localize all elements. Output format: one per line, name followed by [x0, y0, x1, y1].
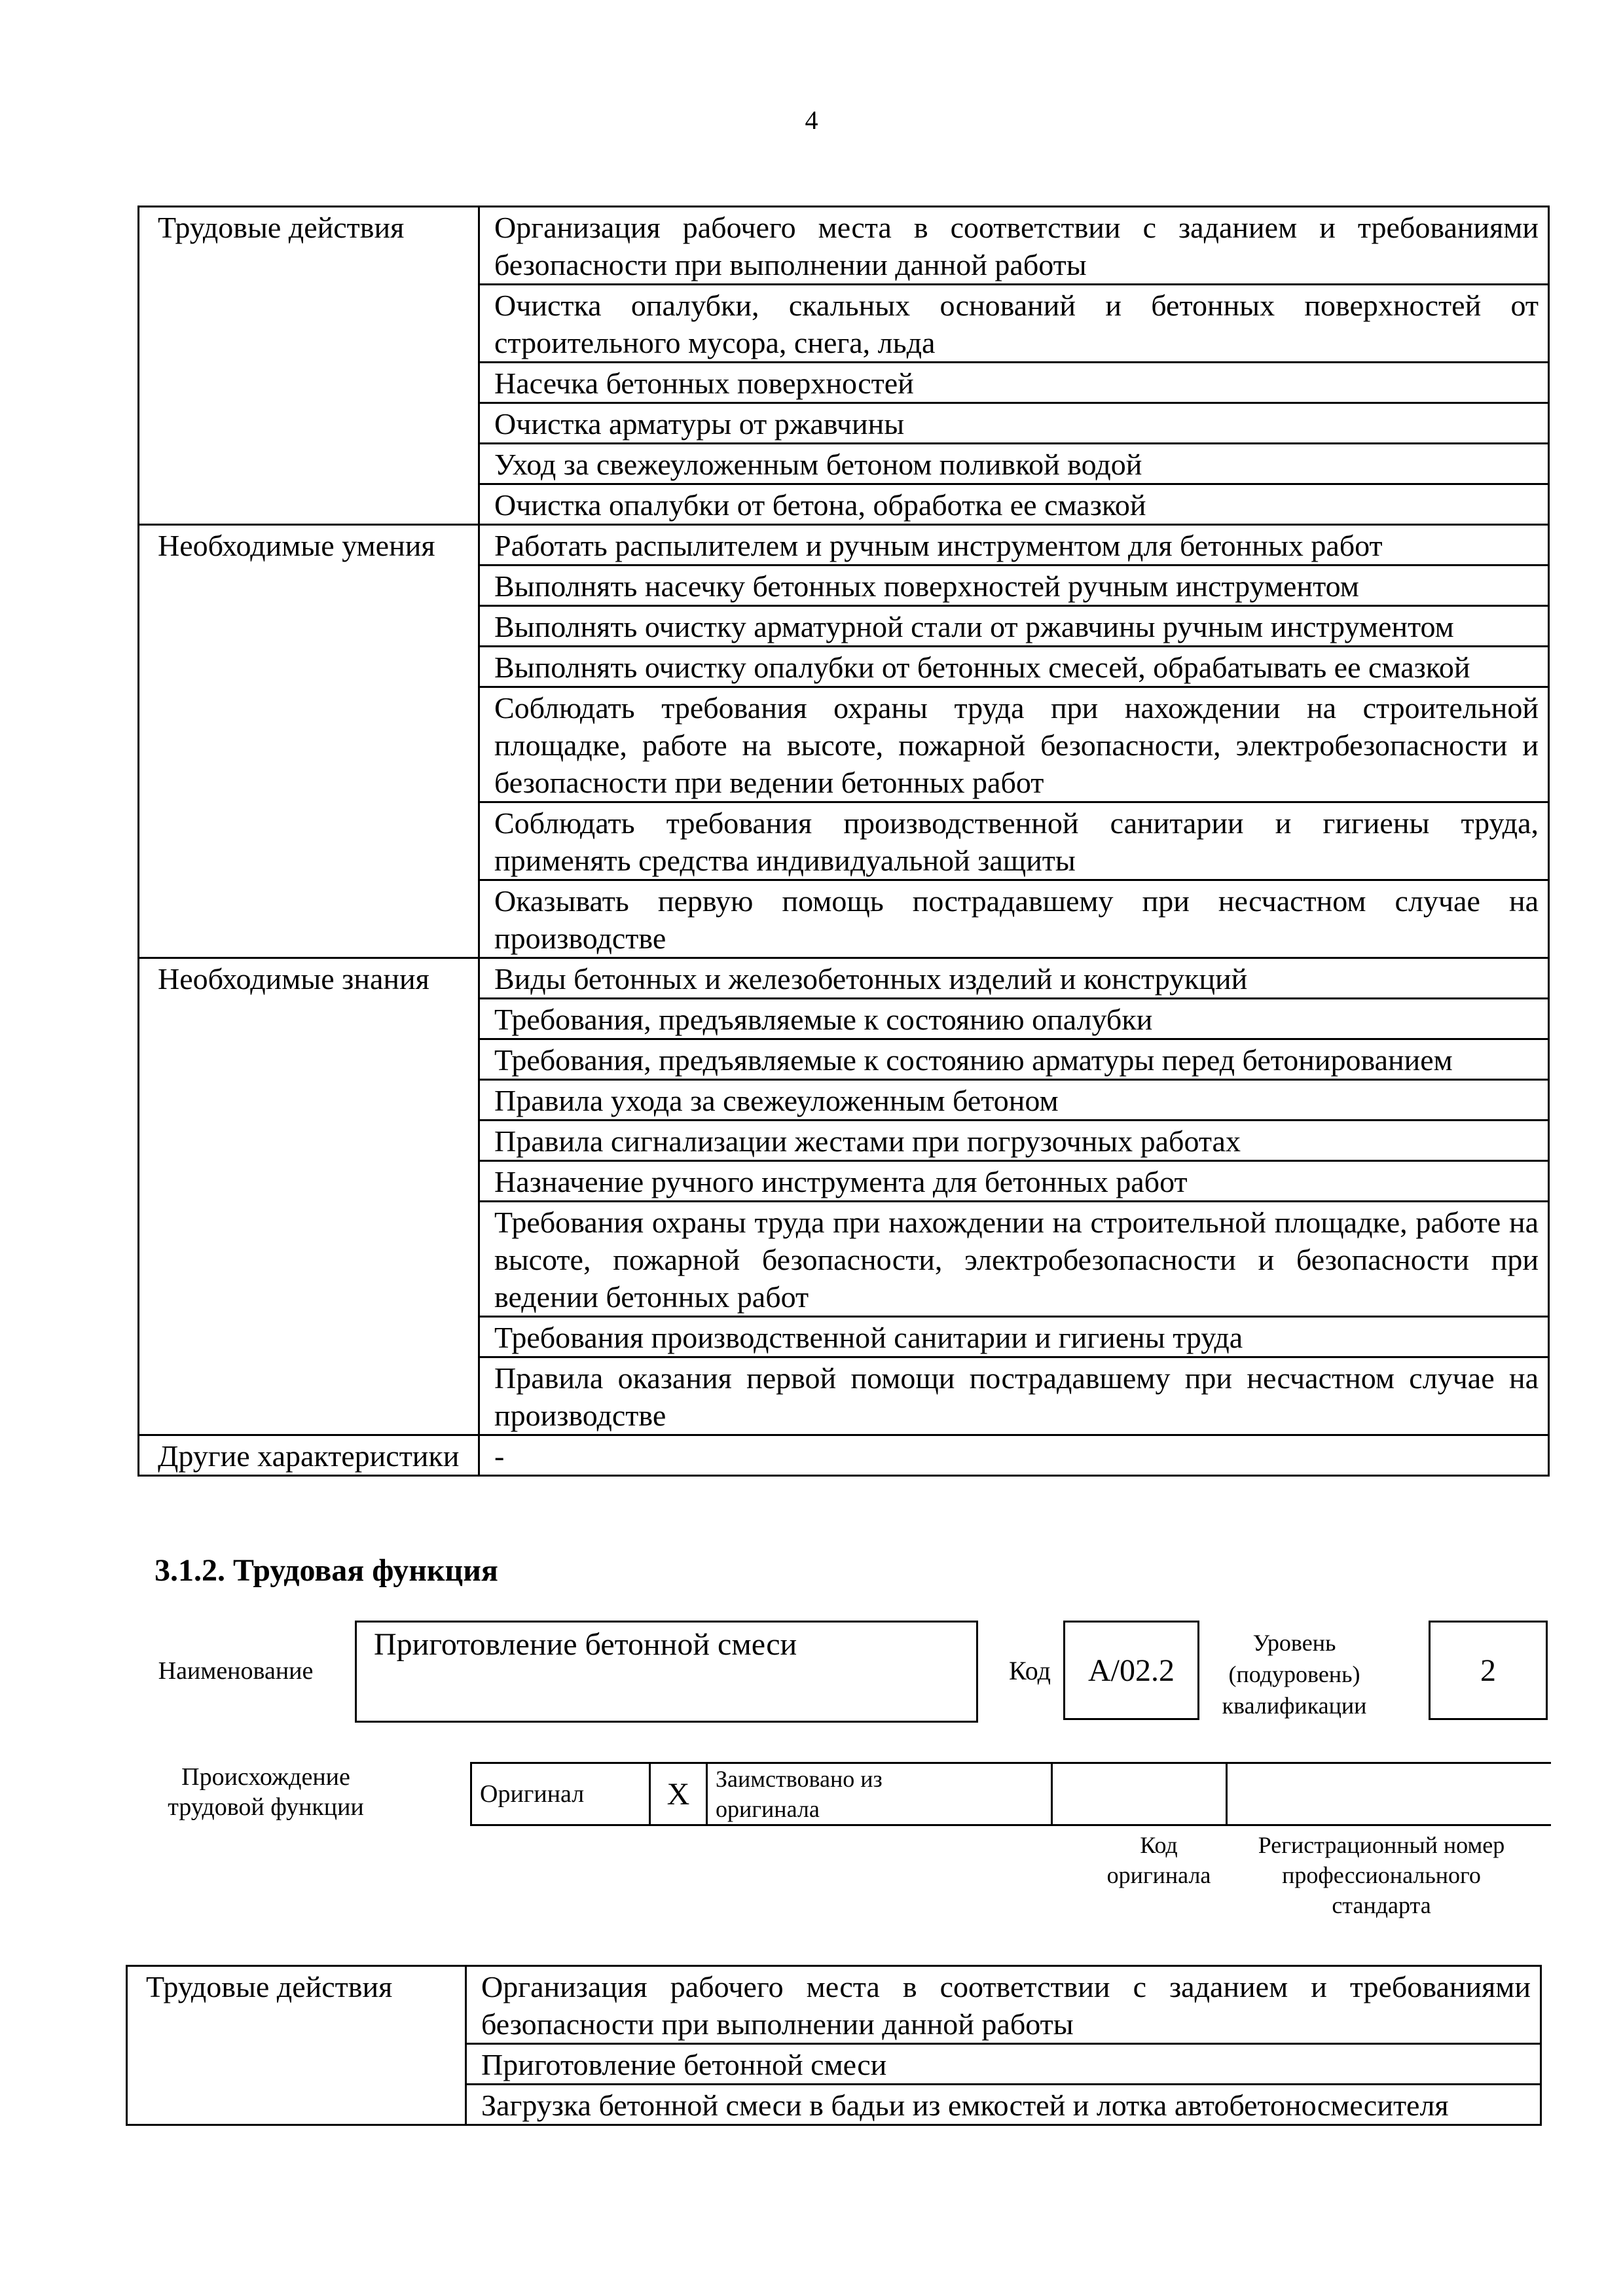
group-label: Трудовые действия — [139, 207, 479, 525]
table-cell: Организация рабочего места в соответствии с заданием и требованиями безопасности при выполнении данной работы — [479, 207, 1549, 285]
registration-number-cell — [1227, 1763, 1552, 1825]
origin-label — [141, 1762, 390, 1822]
labor-function-table-2 — [126, 1965, 1542, 2126]
caption-line: оригинала — [1106, 1862, 1211, 1888]
group-label: Другие характеристики — [139, 1435, 479, 1476]
borrowed-label — [707, 1763, 1052, 1825]
level-label-line: Уровень — [1252, 1630, 1336, 1656]
group-label: Необходимые умения — [139, 525, 479, 958]
table-row — [139, 525, 1549, 565]
table-cell: Требования производственной санитарии и гигиены труда — [479, 1317, 1549, 1357]
table-cell: Правила ухода за свежеуложенным бетоном — [479, 1080, 1549, 1121]
table-cell: Очистка опалубки, скальных оснований и бетонных поверхностей от строительного мусора, снега, льда — [479, 285, 1549, 363]
function-name-value: Приготовление бетонной смеси — [374, 1627, 797, 1662]
table-cell: Насечка бетонных поверхностей — [479, 363, 1549, 403]
level-label-line: квалификации — [1222, 1693, 1367, 1719]
borrowed-line: Заимствовано из — [716, 1766, 883, 1792]
table-cell: Виды бетонных и железобетонных изделий и конструкций — [479, 958, 1549, 999]
name-label: Наименование — [158, 1657, 314, 1685]
origin-label-line: трудовой функции — [168, 1793, 364, 1821]
caption-line: Регистрационный номер — [1258, 1832, 1505, 1858]
origin-table — [470, 1762, 1551, 1826]
table-cell: Правила сигнализации жестами при погрузочных работах — [479, 1121, 1549, 1161]
original-label: Оригинал — [471, 1763, 650, 1825]
table-cell: Очистка опалубки от бетона, обработка ее смазкой — [479, 484, 1549, 525]
original-code-caption — [1074, 1830, 1244, 1890]
table-cell: Выполнять очистку опалубки от бетонных смесей, обрабатывать ее смазкой — [479, 647, 1549, 687]
level-value: 2 — [1480, 1653, 1496, 1688]
original-code-cell — [1052, 1763, 1227, 1825]
table-cell: Требования, предъявляемые к состоянию арматуры перед бетонированием — [479, 1039, 1549, 1080]
code-label: Код — [1009, 1656, 1051, 1685]
section-title: 3.1.2. Трудовая функция — [155, 1553, 498, 1588]
level-label-line: (подуровень) — [1228, 1661, 1360, 1687]
table-cell: Загрузка бетонной смеси в бадьи из емкостей и лотка автобетоносмесителя — [466, 2085, 1541, 2125]
table-cell: Выполнять очистку арматурной стали от ржавчины ручным инструментом — [479, 606, 1549, 647]
registration-number-caption — [1231, 1830, 1532, 1920]
table-row — [139, 1435, 1549, 1476]
table-cell: Работать распылителем и ручным инструментом для бетонных работ — [479, 525, 1549, 565]
table-cell: Требования, предъявляемые к состоянию опалубки — [479, 999, 1549, 1039]
function-name-box — [355, 1621, 978, 1723]
caption-line: Код — [1140, 1832, 1178, 1858]
table-cell: - — [479, 1435, 1549, 1476]
table-cell: Организация рабочего места в соответствии с заданием и требованиями безопасности при выполнении данной работы — [466, 1966, 1541, 2044]
borrowed-line: оригинала — [716, 1796, 820, 1822]
caption-line: профессионального — [1282, 1862, 1481, 1888]
original-mark: X — [650, 1763, 707, 1825]
table-cell: Требования охраны труда при нахождении на строительной площадке, работе на высоте, пожарной безопасности, электробезопасности и безопасности при ведении бетонных работ — [479, 1202, 1549, 1317]
origin-label-line: Происхождение — [181, 1763, 350, 1791]
table-row — [139, 958, 1549, 999]
group-label: Трудовые действия — [127, 1966, 466, 2125]
table-row — [139, 207, 1549, 285]
table-cell: Соблюдать требования производственной санитарии и гигиены труда, применять средства индивидуальной защиты — [479, 802, 1549, 880]
table-cell: Оказывать первую помощь пострадавшему при несчастном случае на производстве — [479, 880, 1549, 958]
code-value: A/02.2 — [1088, 1653, 1175, 1688]
level-box — [1429, 1621, 1548, 1720]
page-number: 4 — [805, 105, 818, 135]
table-cell: Правила оказания первой помощи пострадавшему при несчастном случае на производстве — [479, 1357, 1549, 1435]
labor-function-table-1 — [137, 206, 1550, 1477]
group-label: Необходимые знания — [139, 958, 479, 1435]
table-cell: Назначение ручного инструмента для бетонных работ — [479, 1161, 1549, 1202]
table-cell: Выполнять насечку бетонных поверхностей ручным инструментом — [479, 565, 1549, 606]
table-row — [127, 1966, 1541, 2044]
table-cell: Приготовление бетонной смеси — [466, 2044, 1541, 2085]
caption-line: стандарта — [1332, 1892, 1431, 1918]
qualification-level-label — [1219, 1627, 1370, 1721]
code-box — [1063, 1621, 1199, 1720]
table-cell: Уход за свежеуложенным бетоном поливкой водой — [479, 444, 1549, 484]
table-cell: Очистка арматуры от ржавчины — [479, 403, 1549, 444]
table-cell: Соблюдать требования охраны труда при нахождении на строительной площадке, работе на высоте, пожарной безопасности, электробезопасности и безопасности при ведении бетонных работ — [479, 687, 1549, 802]
